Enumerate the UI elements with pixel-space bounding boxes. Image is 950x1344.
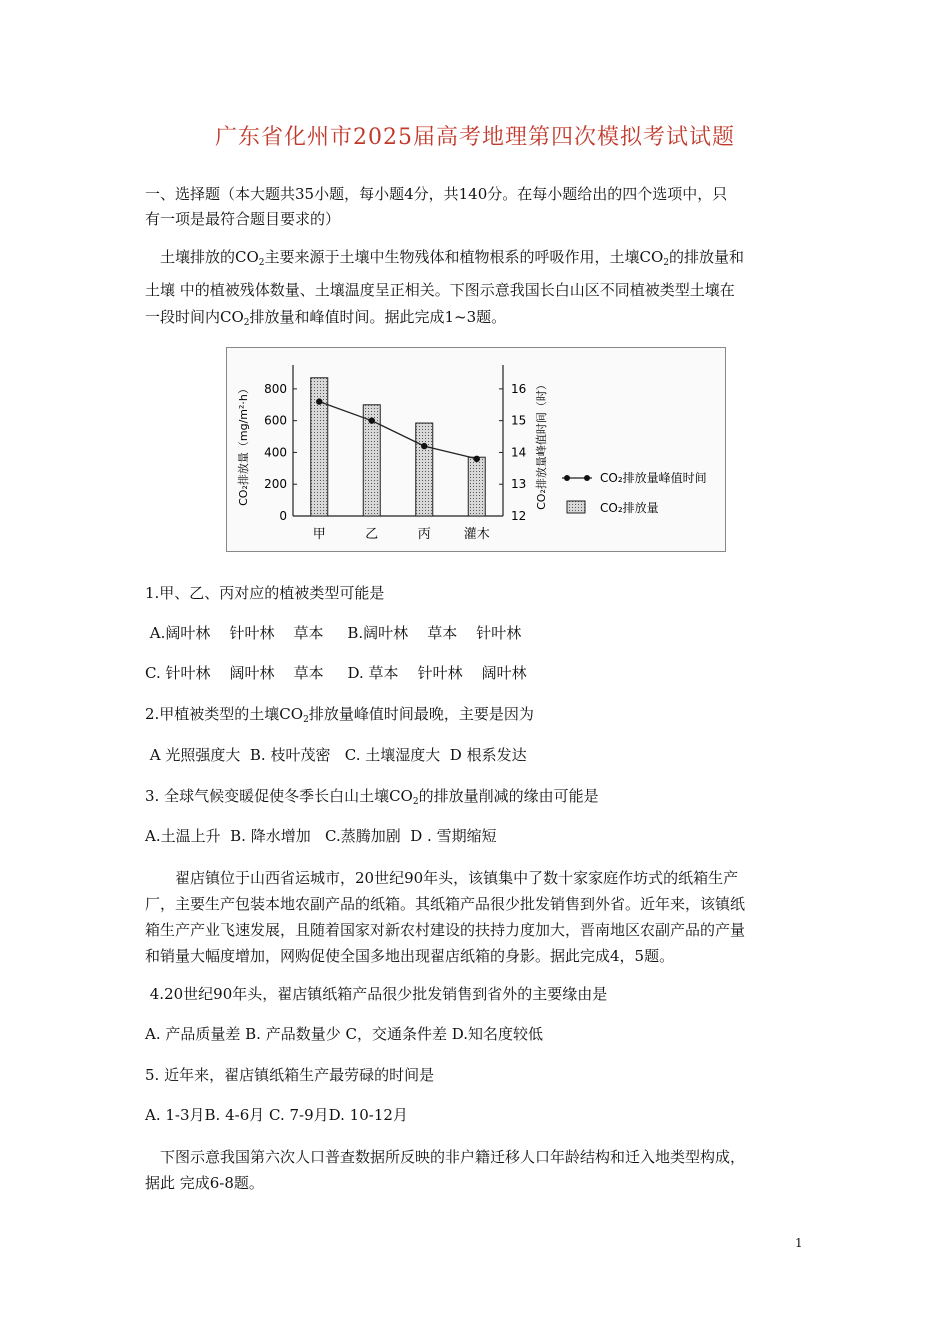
left-tick-label: 400	[264, 445, 287, 460]
right-tick-label: 13	[511, 477, 527, 492]
subscript: 2	[412, 797, 419, 807]
peak-time-point	[421, 443, 427, 449]
passage-3	[145, 1144, 810, 1196]
text: 2.甲植被类型的土壤CO	[145, 705, 304, 723]
right-tick-label: 15	[511, 413, 527, 428]
passage-1	[145, 244, 810, 337]
passage-3-line-1: 下图示意我国第六次人口普查数据所反映的非户籍迁移人口年龄结构和迁入地类型构成，	[160, 1148, 746, 1166]
text: 排放量峰值时间最晚，主要是因为	[308, 705, 534, 723]
passage-1-line-1	[145, 244, 810, 277]
right-tick-label: 16	[511, 381, 527, 396]
page-number: 1	[795, 1236, 803, 1250]
bar	[468, 457, 485, 516]
section-line-1: 一、选择题（本大题共35小题，每小题4分，共140分。在每小题给出的四个选项中，只	[145, 185, 728, 203]
right-tick-label: 14	[511, 445, 527, 460]
left-tick-label: 200	[264, 477, 287, 492]
text: 的排放量和	[669, 248, 745, 266]
legend-bar-symbol	[567, 501, 585, 513]
subscript: 2	[258, 258, 265, 268]
x-tick-label: 灌木	[463, 527, 490, 542]
y2-axis-title: CO₂排放量峰值时间（时）	[535, 379, 548, 510]
question-3-stem	[145, 785, 810, 813]
text: 一段时间内CO	[145, 308, 244, 326]
passage-2-line-2: 厂，主要生产包装本地农副产品的纸箱。其纸箱产品很少批发销售到外省。近年来，该镇纸	[145, 895, 746, 913]
question-2-options: A 光照强度大 B. 枝叶茂密 C. 土壤湿度大 D 根系发达	[145, 746, 527, 764]
y-axis-title: CO₂排放量（mg/m²·h）	[237, 383, 250, 506]
passage-2-line-4: 和销量大幅度增加，网购促使全国多地出现翟店纸箱的身影。据此完成4，5题。	[145, 947, 675, 965]
text: 主要来源于土壤中生物残体和植物根系的呼吸作用，土壤CO	[264, 248, 664, 266]
question-4-options: A. 产品质量差 B. 产品数量少 C，交通条件差 D.知名度较低	[145, 1025, 543, 1043]
section-header	[145, 182, 810, 232]
passage-1-line-3	[145, 304, 810, 337]
text: 3. 全球气候变暖促使冬季长白山土壤CO	[145, 787, 413, 805]
legend-label: CO₂排放量峰值时间	[600, 471, 707, 485]
question-5-stem: 5. 近年来，翟店镇纸箱生产最劳碌的时间是	[145, 1066, 435, 1084]
text: 的排放量削减的缘由可能是	[418, 787, 599, 805]
subscript: 2	[243, 318, 250, 328]
question-1-options-ab: A.阔叶林 针叶林 草本 B.阔叶林 草本 针叶林	[145, 624, 522, 642]
x-tick-label: 丙	[417, 527, 431, 542]
left-tick-label: 0	[279, 509, 287, 523]
peak-time-point	[369, 417, 375, 423]
question-5-options: A. 1-3月B. 4-6月 C. 7-9月D. 10-12月	[145, 1106, 408, 1124]
passage-2-line-3: 箱生产产业飞速发展，且随着国家对新农村建设的扶持力度加大，晋南地区农副产品的产量	[145, 921, 746, 939]
peak-time-line	[319, 402, 477, 459]
question-1-options-cd: C. 针叶林 阔叶林 草本 D. 草本 针叶林 阔叶林	[145, 664, 527, 682]
passage-2	[145, 865, 810, 969]
section-line-2: 有一项是最符合题目要求的）	[145, 210, 341, 228]
co2-chart	[227, 348, 725, 551]
text: 排放量和峰值时间。据此完成1~3题。	[249, 308, 507, 326]
x-tick-label: 乙	[365, 527, 379, 542]
question-2-stem	[145, 703, 810, 731]
subscript: 2	[663, 258, 670, 268]
legend-label: CO₂排放量	[600, 501, 659, 515]
question-3-options: A.土温上升 B. 降水增加 C.蒸腾加剧 D . 雪期缩短	[145, 827, 497, 845]
passage-2-line-1: 翟店镇位于山西省运城市，20世纪90年头，该镇集中了数十家家庭作坊式的纸箱生产	[175, 869, 739, 887]
left-tick-label: 800	[264, 381, 287, 396]
page-title: 广东省化州市2025届高考地理第四次模拟考试试题	[215, 125, 735, 150]
x-tick-label: 甲	[312, 527, 326, 542]
passage-3-line-2: 据此 完成6-8题。	[145, 1174, 264, 1192]
peak-time-point	[474, 456, 480, 462]
subscript: 2	[303, 715, 309, 725]
question-4-stem: 4.20世纪90年头，翟店镇纸箱产品很少批发销售到省外的主要缘由是	[145, 985, 608, 1003]
co2-chart-figure	[226, 347, 726, 552]
legend-point-symbol	[564, 475, 570, 481]
text: 土壤排放的CO	[160, 248, 259, 266]
passage-1-line-2: 土壤 中的植被残体数量、土壤温度呈正相关。下图示意我国长白山区不同植被类型土壤在	[145, 281, 735, 299]
bar	[416, 423, 433, 516]
left-tick-label: 600	[264, 413, 287, 428]
peak-time-point	[316, 398, 322, 404]
right-tick-label: 12	[511, 509, 527, 523]
legend-point-symbol	[584, 475, 590, 481]
question-1-stem: 1.甲、乙、丙对应的植被类型可能是	[145, 584, 385, 602]
